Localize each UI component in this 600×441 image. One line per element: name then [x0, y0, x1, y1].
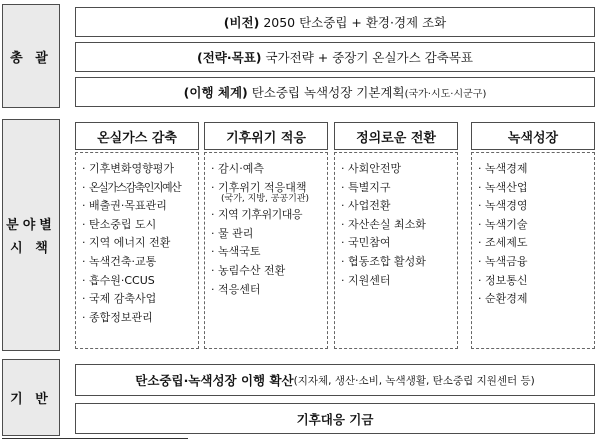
col-header-green-growth	[471, 122, 595, 150]
list-item: · 감시·예측	[211, 162, 265, 175]
col-body-just-transition	[334, 152, 458, 349]
col-body-green-growth	[471, 152, 595, 349]
list-item: · 흡수원·CCUS	[82, 273, 155, 287]
list-item: · 협동조합 활성화	[341, 254, 426, 268]
section-sectoral-label-1: 분야별	[6, 218, 56, 233]
list-item: · 녹색금융	[478, 254, 528, 268]
list-item: · 녹색산업	[478, 180, 528, 194]
col-title-mitigation: 온실가스 감축	[97, 130, 177, 146]
col-title-just-transition: 정의로운 전환	[356, 130, 436, 146]
climate-fund-box	[75, 403, 595, 434]
strategy-text: 국가전략 + 중장기 온실가스 감축목표	[261, 50, 473, 65]
col-body-mitigation	[75, 152, 199, 349]
list-item: · 지역 기후위기대응	[211, 208, 303, 222]
section-sectoral-label-2: 시 책	[10, 241, 52, 256]
list-item: · 녹색경영	[478, 199, 528, 213]
section-sectoral	[2, 119, 60, 351]
list-item: · 국제 감축사업	[82, 292, 157, 306]
list-item: · 지역 에너지 전환	[82, 236, 171, 250]
list-item: · 사회안전망	[341, 162, 402, 175]
list-item: · 정보통신	[478, 273, 528, 287]
implementation-box	[75, 77, 595, 107]
list-item: · 녹색경제	[478, 162, 528, 175]
bottom-divider	[2, 438, 188, 439]
list-item: · 조세제도	[478, 236, 528, 250]
vision-box	[75, 7, 595, 37]
climate-fund-label: 기후대응 기금	[296, 411, 374, 427]
strategy-label: (전략·목표)	[197, 50, 262, 65]
list-item: · 기후변화영향평가	[82, 162, 175, 175]
list-item: · 녹색국토	[211, 245, 261, 259]
list-item: · 순환경제	[478, 292, 528, 306]
section-foundation-label: 기 반	[10, 392, 52, 407]
list-item: · 녹색건축·교통	[82, 254, 157, 268]
list-item: · 배출권·목표관리	[82, 199, 167, 213]
col-header-just-transition	[334, 122, 458, 150]
list-item-note: (국가, 지방, 공공기관)	[221, 194, 310, 205]
section-overall-label: 총 괄	[10, 50, 52, 66]
list-item: · 지원센터	[341, 273, 391, 287]
list-item: · 탄소중립 도시	[82, 217, 157, 231]
section-overall	[2, 4, 60, 108]
list-item: · 온실가스감축인지예산	[82, 180, 181, 194]
list-item: · 녹색기술	[478, 217, 528, 231]
col-header-mitigation	[75, 122, 199, 150]
col-title-adaptation: 기후위기 적응	[226, 130, 306, 146]
list-item: · 농림수산 전환	[211, 263, 286, 277]
vision-text: 2050 탄소중립 + 환경·경제 조화	[259, 15, 447, 30]
list-item: · 국민참여	[341, 236, 391, 250]
col-header-adaptation	[204, 122, 328, 150]
implementation-text: 탄소중립 녹색성장 기본계획	[247, 85, 405, 100]
list-item: · 물 관리	[211, 226, 254, 240]
diffusion-box	[75, 364, 595, 396]
col-title-green-growth: 녹색성장	[507, 130, 559, 146]
strategy-box	[75, 42, 595, 72]
diffusion-label: 탄소중립·녹색성장 이행 확산	[135, 373, 294, 388]
list-item: · 자산손실 최소화	[341, 217, 426, 231]
list-item: · 적응센터	[211, 282, 261, 296]
list-item: · 사업전환	[341, 199, 391, 213]
list-item: · 특별지구	[341, 180, 391, 194]
diffusion-detail: (지자체, 생산·소비, 녹색생활, 탄소중립 지원센터 등)	[293, 374, 535, 387]
col-body-adaptation	[204, 152, 328, 349]
list-item: · 종합정보관리	[82, 310, 153, 324]
vision-label: (비전)	[223, 15, 260, 30]
implementation-label: (이행 체계)	[183, 85, 248, 100]
list-item: · 기후위기 적응대책	[211, 180, 307, 194]
section-foundation	[2, 359, 60, 436]
implementation-scope: (국가·시도·시군구)	[404, 88, 487, 100]
